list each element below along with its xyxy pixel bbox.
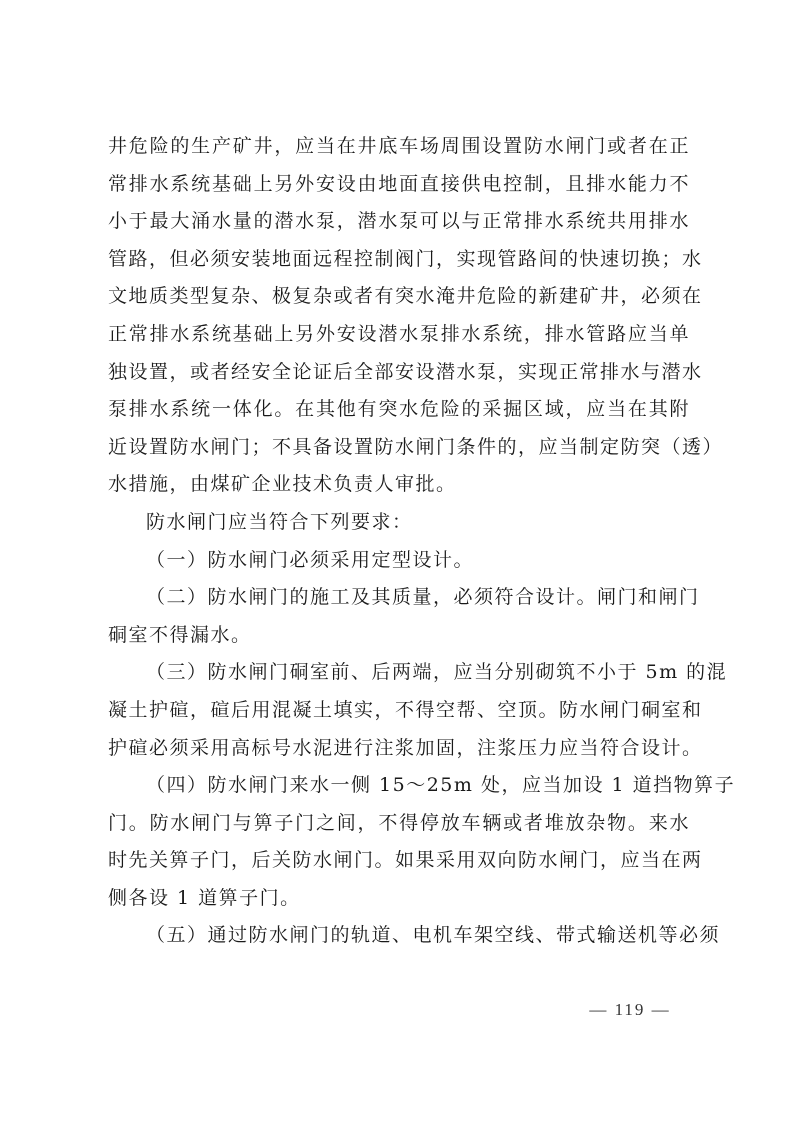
text-line: （五）通过防水闸门的轨道、电机车架空线、带式输送机等必须 [146,924,721,947]
text-line: 护碹必须采用高标号水泥进行注浆加固，注浆压力应当符合设计。 [108,736,703,759]
text-line: 泵排水系统一体化。在其他有突水危险的采掘区域，应当在其附 [108,398,690,421]
text-line: 小于最大涌水量的潜水泵，潜水泵可以与正常排水系统共用排水 [108,210,690,233]
text-line: 水措施，由煤矿企业技术负责人审批。 [108,473,457,496]
text-line: 独设置，或者经安全论证后全部安设潜水泵，实现正常排水与潜水 [108,360,703,383]
text-line: 近设置防水闸门；不具备设置防水闸门条件的，应当制定防突（透） [108,435,724,458]
text-line: 侧各设 1 道箅子门。 [108,886,301,909]
text-line: 防水闸门应当符合下列要求： [146,510,413,533]
text-line: 门。防水闸门与箅子门之间，不得停放车辆或者堆放杂物。来水 [108,811,690,834]
body-text [108,128,736,955]
text-line: （三）防水闸门硐室前、后两端，应当分别砌筑不小于 5m 的混 [146,661,728,684]
text-line: 井危险的生产矿井，应当在井底车场周围设置防水闸门或者在正 [108,135,690,157]
text-line: 凝土护碹，碹后用混凝土填实，不得空帮、空顶。防水闸门硐室和 [108,698,703,721]
text-line: （二）防水闸门的施工及其质量，必须符合设计。闸门和闸门 [146,586,700,609]
text-line: 正常排水系统基础上另外安设潜水泵排水系统，排水管路应当单 [108,322,690,345]
text-line: 时先关箅子门，后关防水闸门。如果采用双向防水闸门，应当在两 [108,849,703,872]
text-line: 文地质类型复杂、极复杂或者有突水淹井危险的新建矿井，必须在 [108,285,703,308]
text-line: （一）防水闸门必须采用定型设计。 [146,548,475,571]
page-number: — 119 — [589,1000,671,1019]
text-line: 常排水系统基础上另外安设由地面直接供电控制，且排水能力不 [108,172,690,195]
text-line: 管路，但必须安装地面远程控制阀门，实现管路间的快速切换；水 [108,247,703,270]
text-line: （四）防水闸门来水一侧 15～25m 处，应当加设 1 道挡物箅子 [146,774,736,797]
text-line: 硐室不得漏水。 [108,623,252,646]
